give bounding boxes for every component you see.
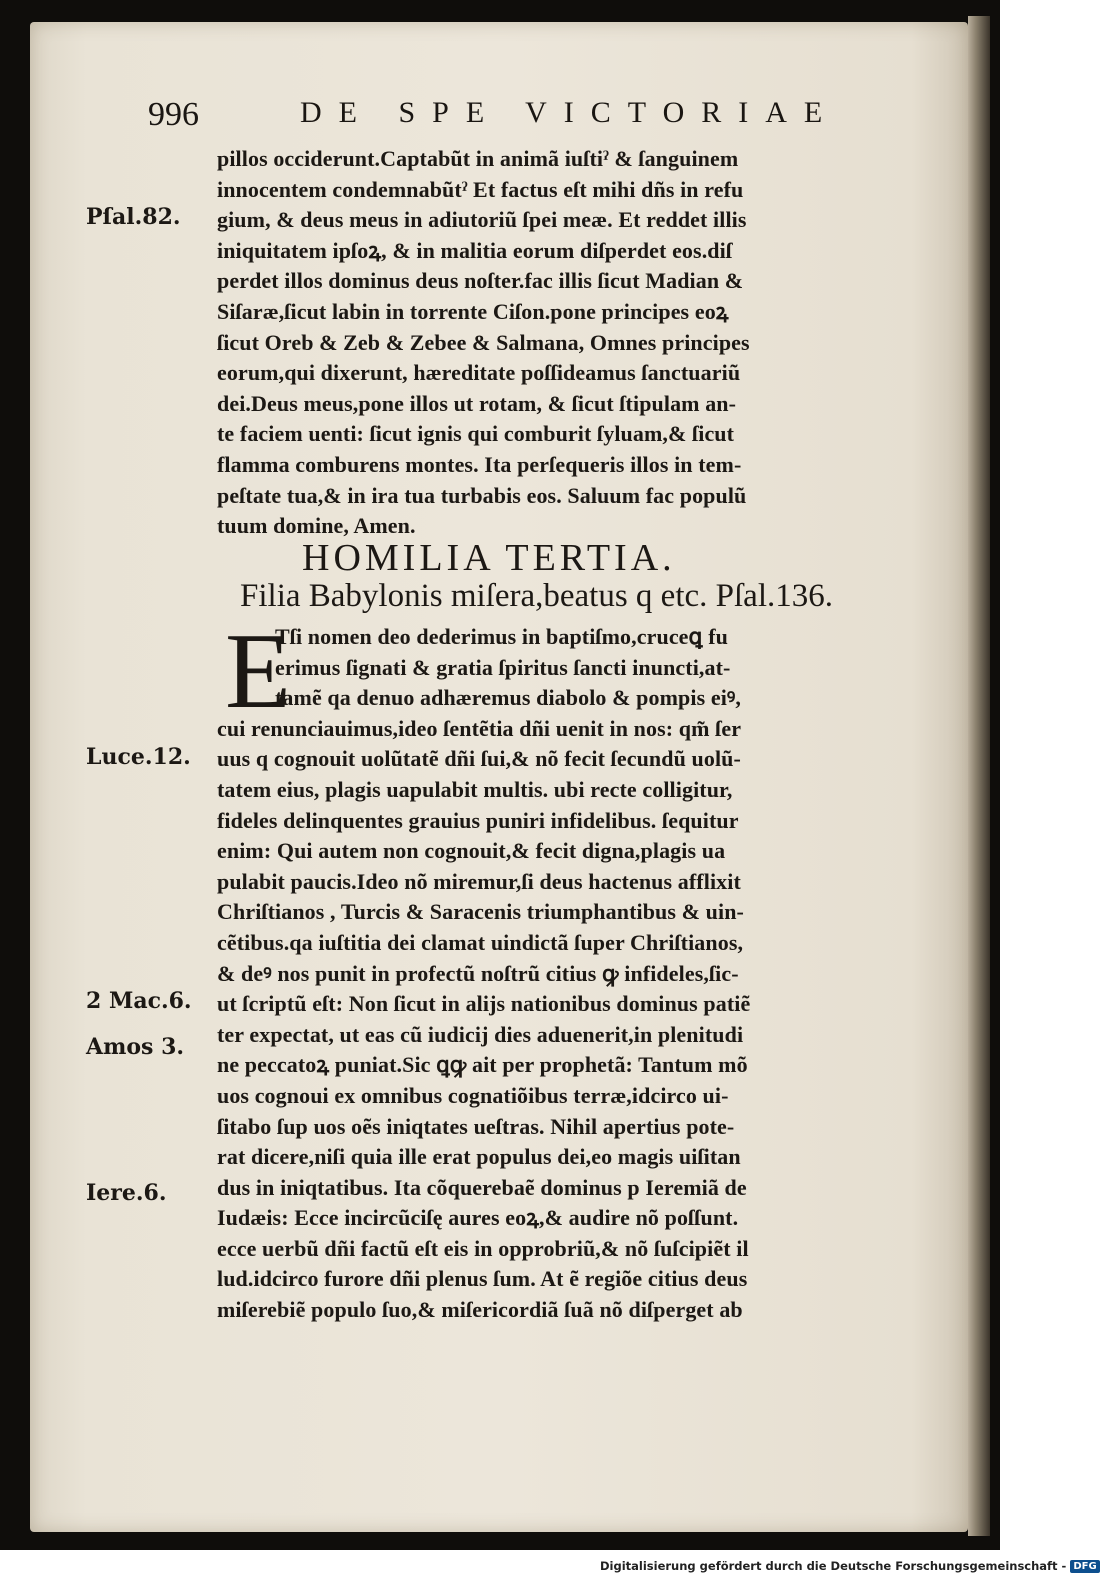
dfg-logo: DFG (1070, 1560, 1099, 1573)
running-head (148, 92, 848, 142)
text-line: ſicut Oreb & Zeb & Zebee & Salmana, Omnes principes (217, 329, 750, 355)
text-line: ne peccatoꝝ puniat.Sic ꝗꝙ ait per prophetã: Tantum mõ (217, 1052, 748, 1078)
text-line: uos cognoui ex omnibus cognatiõibus terræ,idcirco ui- (217, 1082, 729, 1108)
text-line: fideles delinquentes grauius puniri infidelibus. ſequitur (217, 807, 739, 833)
margin-note-jeremiah: Iere.6. (86, 1180, 167, 1206)
text-line: cui renunciauimus,ideo ſentẽtia dñi uenit in nos: qm̃ ſer (217, 715, 742, 741)
text-line: flamma comburens montes. Ita perſequeris illos in tem- (217, 451, 742, 477)
text-line: Tſi nomen deo dederimus in baptiſmo,cruceꝗ fu (275, 624, 728, 649)
homily-incipit: Filia Babylonis miſera,beatus q etc. Pſal.136. (240, 578, 833, 614)
text-line: erimus ſignati & gratia ſpiritus ſancti inuncti,at- (275, 654, 731, 680)
drop-cap: E (225, 612, 291, 731)
text-line: & deꝰ nos punit in profectũ noſtrũ citius ꝙ infideles,ſic- (217, 960, 739, 986)
text-line: dus in iniqtatibus. Ita cõquerebaẽ dominus p Ieremiã de (217, 1174, 747, 1200)
text-line: lud.idcirco furore dñi plenus ſum. At ẽ regiõe citius deus (217, 1266, 748, 1292)
text-line: cẽtibus.qa iuſtitia dei clamat uindictã ſuper Chriſtianos, (217, 929, 744, 955)
margin-note-psalm: Pſal.82. (86, 204, 181, 230)
text-line: te faciem uenti: ſicut ignis qui comburit ſyluam,& ſicut (217, 421, 735, 447)
text-line: peſtate tua,& in ira tua turbabis eos. Saluum fac populũ (217, 482, 747, 508)
text-line: ter expectat, ut eas cũ iudicij dies aduenerit,in plenitudi (217, 1021, 744, 1047)
text-line: Siſaræ,ſicut labin in torrente Ciſon.pone principes eoꝝ (217, 298, 729, 324)
text-line: ſitabo ſup uos oẽs iniqtates ueſtras. Nihil apertius pote- (217, 1113, 735, 1139)
text-line: uus q cognouit uolũtatẽ dñi ſui,& nõ fecit ſecundũ uolũ- (217, 746, 741, 772)
margin-note-luke: Luce.12. (86, 744, 191, 770)
text-block-homily (217, 622, 927, 1326)
text-line: rat dicere,niſi quia ille erat populus dei,eo magis uiſitan (217, 1144, 741, 1170)
text-line: miſerebiẽ populo ſuo,& miſericordiã ſuã nõ diſperget ab (217, 1297, 743, 1323)
text-line: tamẽ qa denuo adhæremus diabolo & pompis eiꝰ, (275, 685, 742, 711)
text-line: Chriſtianos , Turcis & Saracenis triumphantibus & uin- (217, 899, 744, 925)
digitization-credit (600, 1551, 1097, 1581)
text-line: gium, & deus meus in adiutoriũ ſpei meæ. Et reddet illis (217, 207, 747, 233)
margin-note-maccabees: 2 Mac.6. (86, 988, 192, 1014)
running-title: DE SPE VICTORIAE (300, 96, 840, 129)
credit-text: Digitalisierung gefördert durch die Deutsche Forschungsgemeinschaft - (600, 1559, 1067, 1573)
text-line: Iudæis: Ecce incircũciſę aures eoꝝ,& audire nõ poſſunt. (217, 1205, 739, 1231)
text-line: ut ſcriptũ eſt: Non ſicut in alijs nationibus dominus patiẽ (217, 991, 751, 1017)
text-line: ecce uerbũ dñi factũ eſt eis in opprobriũ,& nõ ſuſcipiẽt il (217, 1235, 749, 1261)
homily-title: HOMILIA TERTIA. (302, 537, 676, 579)
text-line: iniquitatem ipſoꝝ, & in malitia eorum diſperdet eos.diſ (217, 237, 733, 263)
text-line: enim: Qui autem non cognouit,& fecit digna,plagis ua (217, 838, 726, 864)
text-line: pillos occiderunt.Captabũt in animã iuſtiˀ & ſanguinem (217, 146, 739, 171)
text-line: tatem eius, plagis uapulabit multis. ubi recte colligitur, (217, 776, 733, 802)
page-edge (968, 16, 990, 1536)
text-line: innocentem condemnabũtˀ Et factus eſt mihi dñs in refu (217, 176, 744, 202)
text-line: perdet illos dominus deus noſter.fac illis ſicut Madian & (217, 268, 744, 294)
margin-note-amos: Amos 3. (86, 1034, 185, 1060)
text-line: pulabit paucis.Ideo nõ miremur,ſi deus hactenus afflixit (217, 868, 741, 894)
text-block-psalm (217, 144, 927, 542)
text-line: eorum,qui dixerunt, hæreditate poſſideamus ſanctuariũ (217, 360, 741, 386)
text-line: dei.Deus meus,pone illos ut rotam, & ſicut ſtipulam an- (217, 390, 737, 416)
page-number: 996 (148, 96, 199, 133)
text-line: tuum domine, Amen. (217, 513, 416, 539)
